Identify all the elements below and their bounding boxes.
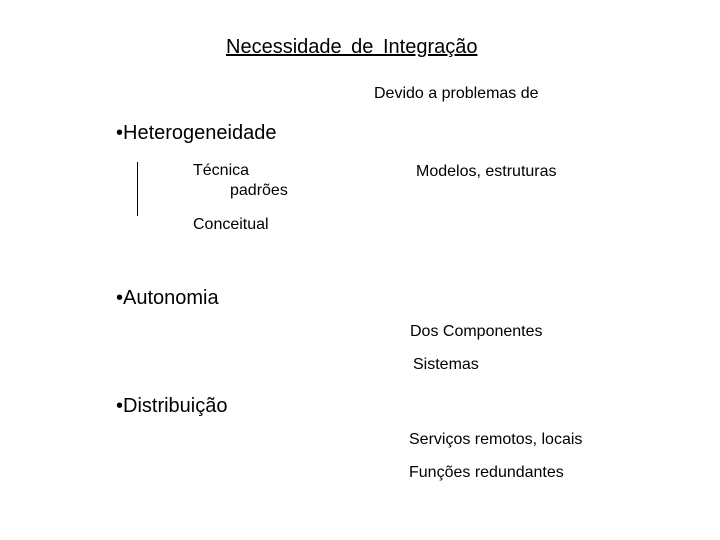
item-padroes: padrões (230, 182, 288, 199)
item-modelos-estruturas: Modelos, estruturas (416, 163, 557, 180)
item-servicos-remotos: Serviços remotos, locais (409, 431, 583, 448)
bullet-heterogeneidade: •Heterogeneidade (116, 122, 277, 144)
item-funcoes-redundantes: Funções redundantes (409, 464, 564, 481)
slide-title: Necessidade de Integração (226, 36, 478, 58)
bullet-autonomia: •Autonomia (116, 287, 219, 309)
item-tecnica: Técnica (193, 162, 250, 179)
bracket-line (137, 162, 138, 216)
item-dos-componentes: Dos Componentes (410, 323, 543, 340)
slide-subtitle: Devido a problemas de (374, 85, 539, 102)
item-conceitual: Conceitual (193, 216, 269, 233)
item-sistemas: Sistemas (413, 356, 479, 373)
bullet-distribuicao: •Distribuição (116, 395, 228, 417)
